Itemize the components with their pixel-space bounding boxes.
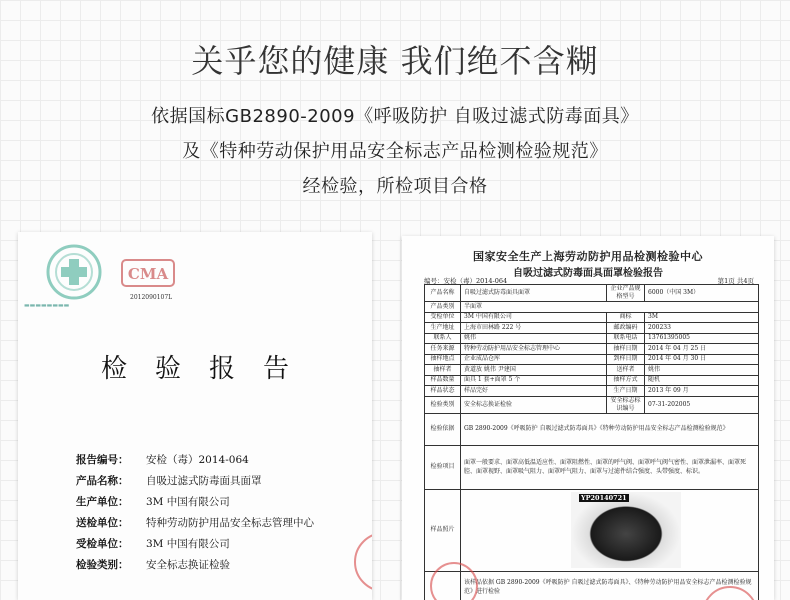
report-title: 检验报告 bbox=[100, 354, 317, 384]
table-row: 生产地址 上海市田林路 222 号 邮政编码 200233 bbox=[425, 323, 759, 334]
page-headline: 关乎您的健康 我们绝不含糊 bbox=[191, 42, 599, 80]
organization-title: 国家安全生产上海劳动防护用品检测检验中心 bbox=[473, 250, 703, 263]
page-info: 第1页 共4页 bbox=[717, 277, 754, 285]
info-row-product-name: 产品名称： 自吸过滤式防毒面具面罩 bbox=[76, 475, 262, 487]
info-row-inspection-type: 检验类别： 安全标志换证检验 bbox=[76, 559, 230, 571]
standard-line-1: 依据国标GB2890-2009《呼吸防护 自吸过滤式防毒面具》 bbox=[151, 106, 639, 127]
table-row: 样品照片 YP20140721 bbox=[425, 489, 759, 571]
info-row-report-no: 报告编号： 安检（毒）2014-064 bbox=[76, 454, 249, 466]
svg-text:CMA: CMA bbox=[127, 265, 169, 283]
report-number: 编号：安检（毒）2014-064 bbox=[424, 277, 508, 285]
result-line: 经检验，所检项目合格 bbox=[302, 176, 488, 197]
table-row: 该样品依据 GB 2890-2009《呼吸防护 自吸过滤式防毒面具》、《特种劳动防护用品安全标志产品检测检验规范》进行检验 bbox=[425, 571, 759, 600]
table-row: 样品数量 面具 1 套+面罩 5 个 抽样方式 随机 bbox=[425, 375, 759, 386]
table-row: 样品状态 样品完好 生产日期 2013 年 09 月 bbox=[425, 386, 759, 397]
standard-line-2: 及《特种劳动保护用品安全标志产品检测检验规范》 bbox=[182, 141, 608, 162]
table-row: 产品名称 自吸过滤式防毒面具面罩 企业产品规格型号 6000（中国 3M） bbox=[425, 285, 759, 302]
table-row: 受检单位 3M 中国有限公司 商标 3M bbox=[425, 312, 759, 323]
table-row: 检验依据 GB 2890-2009《呼吸防护 自吸过滤式防毒面具》《特种劳动防护用品安全标志产品检测检验规范》 bbox=[425, 413, 759, 445]
inspection-table bbox=[424, 284, 759, 600]
table-row: 抽样地点 企业成品仓库 到样日期 2014 年 04 月 30 日 bbox=[425, 354, 759, 365]
emblem-caption: ▬▬▬▬▬▬▬▬ bbox=[24, 302, 70, 309]
table-row: 抽样者 黄道放 姚伟 尹建国 送样者 姚伟 bbox=[425, 365, 759, 376]
report-cover-document bbox=[18, 232, 372, 600]
table-row: 联系人 姚伟 联系电话 13761395005 bbox=[425, 333, 759, 344]
info-row-submitter: 送检单位： 特种劳动防护用品安全标志管理中心 bbox=[76, 517, 314, 529]
info-row-inspected-unit: 受检单位： 3M 中国有限公司 bbox=[76, 538, 230, 550]
respirator-photo bbox=[571, 492, 681, 568]
table-row: 检验项目 面罩一般要求、面罩高低温适应性、面罩阻燃性、面罩的呼气阀、面罩呼气阀气密性、面罩泄漏率、面罩死腔、面罩视野、面罩吸气阻力、面罩呼气阻力、面罩与过滤件结合强度、头带强度、标识。 bbox=[425, 445, 759, 489]
info-row-manufacturer: 生产单位： 3M 中国有限公司 bbox=[76, 496, 230, 508]
table-row: 任务来源 特种劳动防护用品安全标志管理中心 抽样日期 2014 年 04 月 25 日 bbox=[425, 344, 759, 355]
table-row: 检验类别 安全标志换证检验 安全标志标识编号 07-31-202005 bbox=[425, 396, 759, 413]
inspection-report-document bbox=[402, 236, 774, 600]
cma-seal-icon bbox=[120, 258, 176, 288]
report-subtitle: 自吸过滤式防毒面具面罩检验报告 bbox=[513, 268, 663, 279]
sample-photo-cell bbox=[461, 489, 759, 571]
safety-emblem-icon bbox=[38, 242, 110, 302]
red-stamp bbox=[354, 532, 372, 592]
certificate-number: 2012090107L bbox=[130, 294, 173, 301]
table-row: 产品类别 半面罩 bbox=[425, 302, 759, 313]
photo-tag: YP20140721 bbox=[581, 493, 627, 502]
